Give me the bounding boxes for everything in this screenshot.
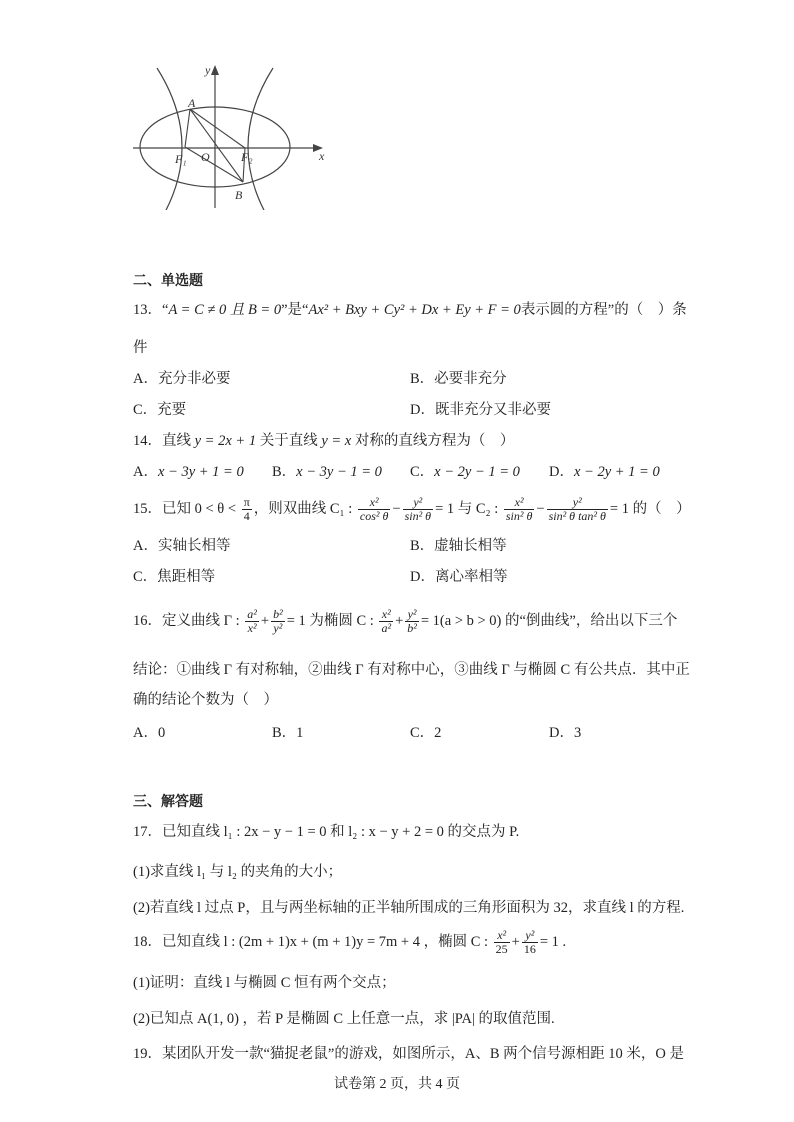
option-label: C． <box>410 725 435 741</box>
question-16 <box>133 604 677 638</box>
label-F1: F₁ <box>175 152 187 166</box>
fraction-c2-y <box>547 496 608 523</box>
option-label: A． <box>133 538 158 554</box>
fraction-18-x <box>494 929 510 956</box>
question-17: 17．已知直线 l₁ : 2x − y − 1 = 0 和 l₂ : x − y + 2 = 0 的交点为 P. <box>133 824 520 840</box>
q16-option-b[interactable] <box>272 723 303 743</box>
question-14 <box>133 431 514 451</box>
option-label: A． <box>133 725 158 741</box>
q13-option-a[interactable] <box>133 369 230 389</box>
q15-eq2: = 1 的（ ） <box>609 501 691 517</box>
q16-eq1: = 1 为椭圆 C : <box>286 613 374 629</box>
q13-stem-a: 13．“ <box>133 302 169 318</box>
q16-eq2: = 1(a > b > 0) 的“倒曲线”，给出以下三个 <box>420 613 678 629</box>
frac-den: 25 <box>495 942 508 957</box>
q13-equation: Ax² + Bxy + Cy² + Dx + Ey + F = 0 <box>308 302 521 318</box>
frac-num: x² <box>358 496 391 510</box>
frac-num: x² <box>504 496 535 510</box>
option-text: 必要非充分 <box>434 371 507 387</box>
section-title-single-choice: 二、单选题 <box>133 272 203 288</box>
q18-stem-a: 18．已知直线 l : (2m + 1)x + (m + 1)y = 7m + 4 ，椭圆 C : <box>133 934 489 950</box>
fraction-c1-y <box>403 496 434 523</box>
frac-den: b² <box>407 621 417 636</box>
fraction-18-y <box>522 929 538 956</box>
option-text: 实轴长相等 <box>157 538 231 554</box>
question-18-part1: (1)证明：直线 l 与椭圆 C 恒有两个交点； <box>133 975 396 991</box>
q13-cond: A = C ≠ 0 且 B = 0 <box>168 302 282 318</box>
frac-num: a² <box>247 607 257 622</box>
q15-option-c[interactable] <box>133 567 215 587</box>
option-text: 2 <box>434 725 442 741</box>
option-text: 充要 <box>157 402 187 418</box>
page-footer: 试卷第 2 页，共 4 页 <box>334 1077 460 1092</box>
option-text: 1 <box>296 725 304 741</box>
option-text: 虚轴长相等 <box>434 538 507 554</box>
segment-F1B <box>185 147 243 182</box>
frac-den: 4 <box>243 509 250 524</box>
question-16-line3: 确的结论个数为（ ） <box>133 692 278 708</box>
option-text: 充分非必要 <box>157 371 231 387</box>
option-label: C． <box>410 464 435 480</box>
option-label: A． <box>133 371 158 387</box>
option-text: x − 3y + 1 = 0 <box>157 464 244 480</box>
option-text: x − 2y − 1 = 0 <box>434 464 520 480</box>
frac-num: y² <box>403 496 434 510</box>
option-label: B． <box>410 538 435 554</box>
q16-stem-a: 16．定义曲线 Γ : <box>133 613 240 629</box>
q16-option-a[interactable] <box>133 723 165 743</box>
frac-num: y² <box>547 496 608 510</box>
question-15 <box>133 492 691 526</box>
label-y: y <box>205 63 211 77</box>
option-label: B． <box>272 725 297 741</box>
q16-option-d[interactable] <box>549 723 581 743</box>
q14-option-b[interactable] <box>272 462 382 482</box>
frac-den: 16 <box>523 942 536 957</box>
question-17-part1: (1)求直线 l₁ 与 l₂ 的夹角的大小； <box>133 864 343 880</box>
q15-option-a[interactable] <box>133 536 230 556</box>
conic-figure <box>125 60 340 210</box>
option-text: 0 <box>157 725 166 741</box>
option-label: D． <box>410 569 435 585</box>
question-13 <box>133 300 687 320</box>
q16-option-c[interactable] <box>410 723 441 743</box>
frac-num: x² <box>379 608 393 622</box>
frac-den: sin² θ <box>505 509 533 524</box>
option-text: 焦距相等 <box>157 569 216 585</box>
frac-num: y² <box>405 608 419 622</box>
question-19: 19．某团队开发一款“猫捉老鼠”的游戏，如图所示，A、B 两个信号源相距 10 米，O 是 <box>133 1046 684 1062</box>
q14-stem-a: 14．直线 <box>133 433 195 449</box>
q14-stem-b: 关于直线 <box>256 433 322 449</box>
segment-AF2 <box>190 109 245 148</box>
hyperbola-right-branch <box>248 68 273 210</box>
q15-stem-b: ，则双曲线 C₁ : <box>253 501 353 517</box>
option-text: 既非充分又非必要 <box>434 402 551 418</box>
frac-num: b² <box>273 607 283 622</box>
q13-option-c[interactable] <box>133 400 186 420</box>
option-label: B． <box>410 371 435 387</box>
frac-num: y² <box>522 929 538 943</box>
question-18 <box>133 925 566 959</box>
q14-option-a[interactable] <box>133 462 244 482</box>
plus-sign: + <box>395 613 404 629</box>
section-title-answer-questions: 三、解答题 <box>133 793 203 809</box>
q13-option-d[interactable] <box>410 400 551 420</box>
plus-sign: + <box>511 934 520 950</box>
y-axis-arrow <box>211 65 219 75</box>
q14-option-d[interactable] <box>549 462 660 482</box>
question-16-line2: 结论：①曲线 Γ 有对称轴，②曲线 Γ 有对称中心，③曲线 Γ 与椭圆 C 有公共点．其中正 <box>133 662 690 678</box>
q15-option-b[interactable] <box>410 536 507 556</box>
q18-eq: = 1 . <box>539 934 567 950</box>
frac-den: cos² θ <box>359 509 389 524</box>
frac-den: a² <box>381 621 392 636</box>
fraction-c2-x <box>504 496 535 523</box>
segment-AF1 <box>185 109 190 147</box>
option-text: x − 3y − 1 = 0 <box>296 464 382 480</box>
frac-den: sin² θ <box>404 509 432 524</box>
q13-stem-b: ”是“ <box>281 302 309 318</box>
q15-option-d[interactable] <box>410 567 507 587</box>
segment-AB <box>190 109 243 182</box>
label-F2: F₂ <box>241 150 253 164</box>
frac-num: π <box>243 495 250 510</box>
option-label: A． <box>133 464 158 480</box>
option-label: D． <box>549 725 574 741</box>
frac-num: x² <box>494 929 510 943</box>
option-label: C． <box>133 402 158 418</box>
label-A: A <box>188 96 196 110</box>
option-text: 离心率相等 <box>434 569 508 585</box>
q14-line: y = 2x + 1 <box>194 433 257 449</box>
option-label: C． <box>133 569 158 585</box>
fraction-gamma-b <box>271 608 285 635</box>
label-O: O <box>201 150 210 164</box>
q14-axis: y = x <box>321 433 352 449</box>
question-18-part2: (2)已知点 A(1, 0) ，若 P 是椭圆 C 上任意一点，求 |PA| 的取值范围. <box>133 1011 555 1027</box>
question-17-part2: (2)若直线 l 过点 P，且与两坐标轴的正半轴所围成的三角形面积为 32，求直线 l 的方程. <box>133 900 685 916</box>
label-B: B <box>235 188 243 202</box>
fraction-c1-x <box>358 496 391 523</box>
minus-sign: − <box>392 501 401 517</box>
minus-sign: − <box>536 501 545 517</box>
plus-sign: + <box>260 613 270 629</box>
option-label: B． <box>272 464 297 480</box>
q14-stem-c: 对称的直线方程为（ ） <box>351 433 515 449</box>
q13-stem-c: 表示圆的方程”的（ ）条 <box>520 302 687 318</box>
frac-den: sin² θ tan² θ <box>548 509 606 524</box>
fraction-ellipse-y <box>405 608 419 635</box>
option-label: D． <box>410 402 435 418</box>
option-text: x − 2y + 1 = 0 <box>573 464 660 480</box>
frac-den: y² <box>273 621 283 636</box>
label-x: x <box>319 149 325 163</box>
question-13-cont: 件 <box>133 340 148 356</box>
q15-stem-a: 15．已知 0 < θ < <box>133 501 237 517</box>
fraction-gamma-a <box>245 608 259 635</box>
fraction-ellipse-x <box>379 608 393 635</box>
option-label: D． <box>549 464 574 480</box>
q13-option-b[interactable] <box>410 369 507 389</box>
q15-eq1: = 1 与 C₂ : <box>435 501 499 517</box>
frac-den: x² <box>247 621 257 636</box>
fraction-pi-over-4 <box>242 496 252 523</box>
q14-option-c[interactable] <box>410 462 520 482</box>
hyperbola-left-branch <box>157 68 182 210</box>
option-text: 3 <box>573 725 582 741</box>
